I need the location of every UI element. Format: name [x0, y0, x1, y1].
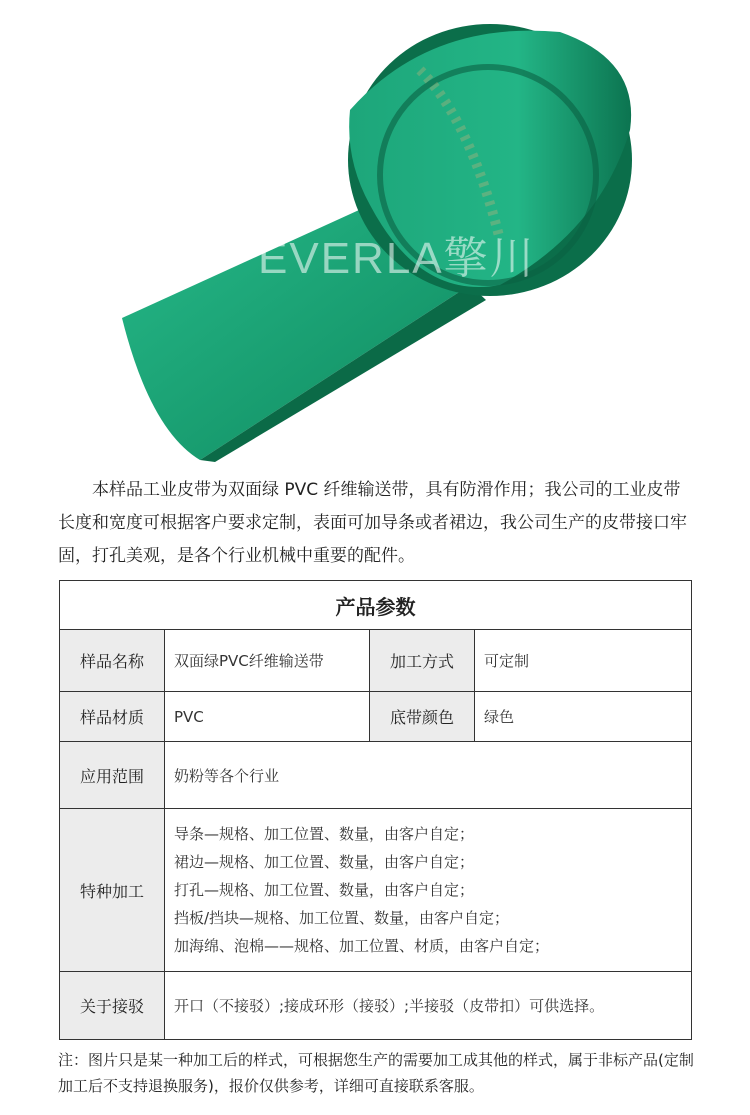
color-label: 底带颜色 [370, 692, 475, 742]
special-line: 挡板/挡块—规格、加工位置、数量，由客户自定； [174, 909, 510, 927]
parameter-table [59, 580, 692, 1040]
scope-value: 奶粉等各个行业 [165, 742, 692, 809]
material-value: PVC [165, 692, 370, 742]
table-row [60, 630, 692, 692]
table-row [60, 742, 692, 809]
table-row [60, 972, 692, 1040]
special-line: 加海绵、泡棉——规格、加工位置、材质，由客户自定； [174, 937, 550, 955]
table-row [60, 809, 692, 972]
watermark: EVERLA擎川 [258, 234, 536, 283]
material-label: 样品材质 [60, 692, 165, 742]
name-value: 双面绿PVC纤维输送带 [165, 630, 370, 692]
table-row [60, 692, 692, 742]
color-value: 绿色 [475, 692, 692, 742]
name-label: 样品名称 [60, 630, 165, 692]
special-label: 特种加工 [60, 809, 165, 972]
table-title: 产品参数 [60, 581, 692, 630]
footnote: 注：图片只是某一种加工后的样式，可根据您生产的需要加工成其他的样式，属于非标产品(定制加工后不支持退换服务)，报价仅供参考，详细可直接联系客服。 [58, 1051, 694, 1095]
joint-label: 关于接驳 [60, 972, 165, 1040]
product-image [0, 0, 750, 470]
intro-paragraph: 本样品工业皮带为双面绿 PVC 纤维输送带，具有防滑作用；我公司的工业皮带长度和宽度可根据客户要求定制，表面可加导条或者裙边，我公司生产的皮带接口牢固，打孔美观，是各个行业机械中重要的配件。 [58, 480, 687, 566]
process-value: 可定制 [475, 630, 692, 692]
process-label: 加工方式 [370, 630, 475, 692]
special-line: 裙边—规格、加工位置、数量，由客户自定； [174, 853, 475, 871]
joint-value: 开口（不接驳）;接成环形（接驳）;半接驳（皮带扣）可供选择。 [165, 972, 692, 1040]
scope-label: 应用范围 [60, 742, 165, 809]
special-value [165, 809, 692, 972]
special-line: 打孔—规格、加工位置、数量，由客户自定； [174, 881, 475, 899]
special-line: 导条—规格、加工位置、数量，由客户自定； [174, 825, 475, 843]
